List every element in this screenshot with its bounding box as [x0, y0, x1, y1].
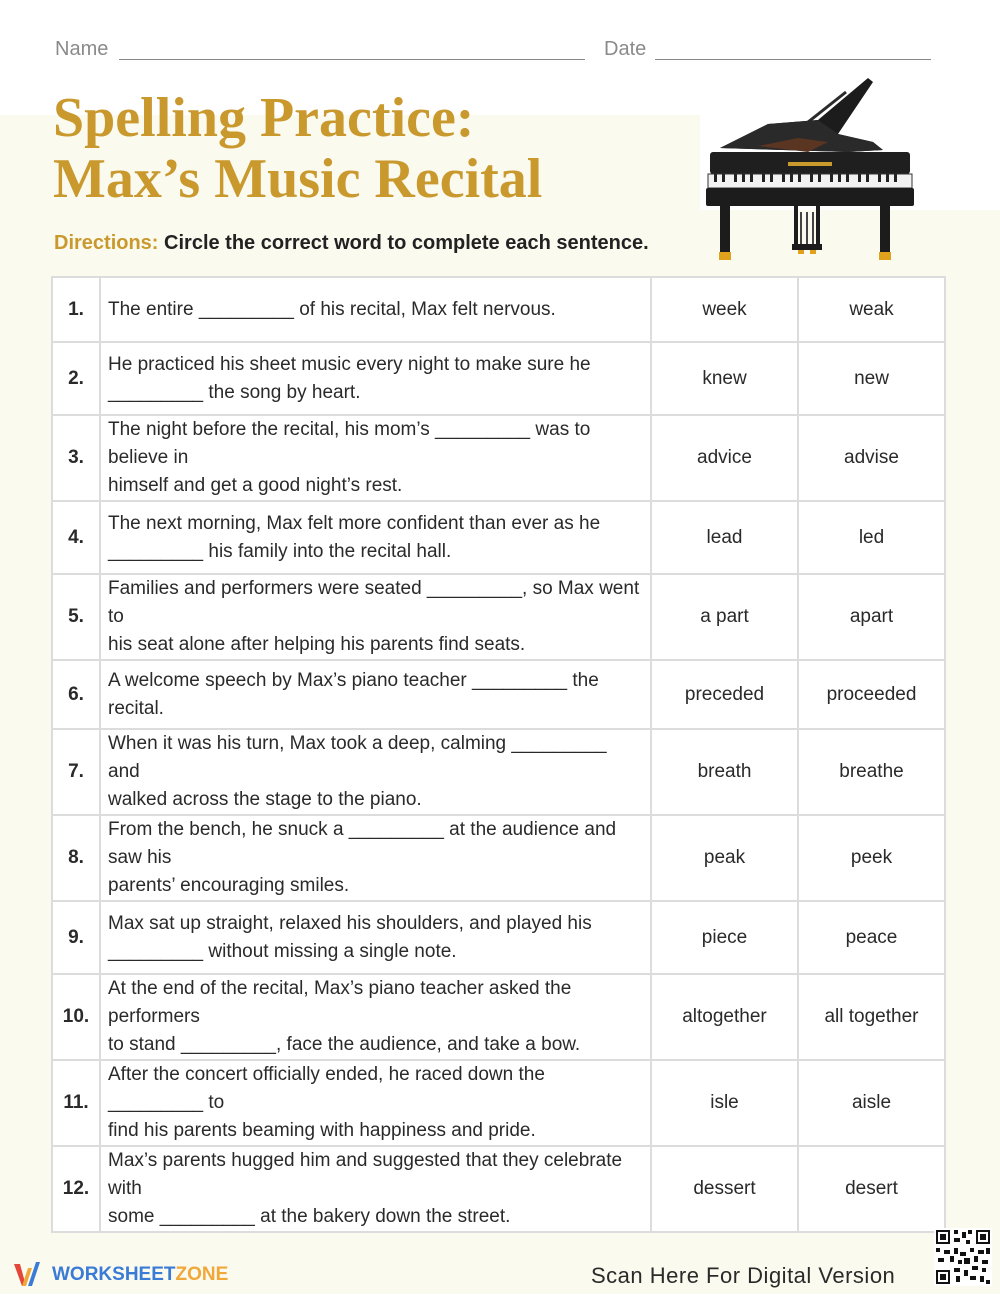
question-number: 4. [52, 501, 100, 574]
sentence-line-1: After the concert officially ended, he raced down the _________ to [108, 1064, 545, 1113]
table-row [52, 1146, 945, 1232]
sentence-line-2: to stand _________, face the audience, and take a bow. [108, 1034, 581, 1055]
word-choice-2[interactable]: new [798, 342, 945, 415]
table-row [52, 415, 945, 501]
sentence-line-1: From the bench, he snuck a _________ at the audience and saw his [108, 819, 617, 868]
table-row [52, 729, 945, 815]
table-row [52, 660, 945, 729]
worksheet-zone-logo-icon [12, 1258, 46, 1290]
sentence-line-2: walked across the stage to the piano. [108, 789, 422, 810]
word-choice-2[interactable]: all together [798, 974, 945, 1060]
name-label: Name [55, 38, 109, 60]
word-choice-2[interactable]: weak [798, 277, 945, 342]
sentence-line-1: Max’s parents hugged him and suggested that they celebrate with [108, 1150, 623, 1199]
word-choice-1[interactable]: knew [651, 342, 798, 415]
qr-code-icon[interactable] [934, 1228, 992, 1286]
question-sentence [100, 815, 651, 901]
word-choice-1[interactable]: breath [651, 729, 798, 815]
table-row [52, 974, 945, 1060]
directions-text: Circle the correct word to complete each sentence. [164, 232, 649, 254]
word-choice-1[interactable]: peak [651, 815, 798, 901]
sentence-line-1: At the end of the recital, Max’s piano teacher asked the performers [108, 978, 572, 1027]
sentence-line-2: parents’ encouraging smiles. [108, 875, 350, 896]
question-sentence [100, 660, 651, 729]
sentence-line-1: A welcome speech by Max’s piano teacher _________ the recital. [108, 669, 599, 719]
question-number: 12. [52, 1146, 100, 1232]
word-choice-1[interactable]: a part [651, 574, 798, 660]
question-sentence [100, 415, 651, 501]
sentence-line-2: _________ without missing a single note. [108, 940, 457, 962]
question-number: 2. [52, 342, 100, 415]
date-field[interactable] [655, 59, 931, 60]
sentence-line-1: Max sat up straight, relaxed his shoulders, and played his [108, 912, 592, 934]
word-choice-1[interactable]: altogether [651, 974, 798, 1060]
sentence-line-2: _________ his family into the recital hall. [108, 540, 452, 562]
word-choice-1[interactable]: advice [651, 415, 798, 501]
sentence-line-1: The next morning, Max felt more confident than ever as he [108, 512, 601, 534]
scan-text: Scan Here For Digital Version [591, 1263, 896, 1288]
question-sentence [100, 729, 651, 815]
table-row [52, 574, 945, 660]
question-sentence [100, 342, 651, 415]
word-choice-1[interactable]: isle [651, 1060, 798, 1146]
page-title [53, 88, 693, 210]
question-number: 8. [52, 815, 100, 901]
word-choice-2[interactable]: desert [798, 1146, 945, 1232]
sentence-line-1: The entire _________ of his recital, Max felt nervous. [108, 298, 556, 320]
table-row [52, 501, 945, 574]
word-choice-2[interactable]: peace [798, 901, 945, 974]
question-number: 6. [52, 660, 100, 729]
word-choice-1[interactable]: week [651, 277, 798, 342]
table-row [52, 901, 945, 974]
question-number: 7. [52, 729, 100, 815]
word-choice-2[interactable]: breathe [798, 729, 945, 815]
sentence-line-1: He practiced his sheet music every night to make sure he [108, 353, 591, 375]
question-sentence [100, 1146, 651, 1232]
question-sentence [100, 574, 651, 660]
sentence-line-2: _________ the song by heart. [108, 381, 361, 403]
word-choice-2[interactable]: apart [798, 574, 945, 660]
sentence-line-2: some _________ at the bakery down the street. [108, 1206, 511, 1227]
word-choice-1[interactable]: lead [651, 501, 798, 574]
question-sentence [100, 277, 651, 342]
sentence-line-1: When it was his turn, Max took a deep, calming _________ and [108, 733, 607, 782]
directions-label: Directions: [54, 232, 159, 254]
word-choice-2[interactable]: proceeded [798, 660, 945, 729]
name-date-header [55, 38, 935, 64]
directions [54, 232, 649, 255]
brand-part-2: ZONE [175, 1264, 229, 1285]
name-field[interactable] [119, 59, 585, 60]
word-choice-2[interactable]: peek [798, 815, 945, 901]
sentence-line-2: himself and get a good night’s rest. [108, 475, 403, 496]
word-choice-1[interactable]: dessert [651, 1146, 798, 1232]
question-number: 10. [52, 974, 100, 1060]
table-row [52, 277, 945, 342]
question-number: 3. [52, 415, 100, 501]
title-line-1: Spelling Practice: [53, 87, 475, 149]
table-row [52, 815, 945, 901]
word-choice-1[interactable]: piece [651, 901, 798, 974]
brand-part-1: WORKSHEET [52, 1264, 176, 1285]
question-sentence [100, 974, 651, 1060]
table-row [52, 342, 945, 415]
date-label: Date [604, 38, 647, 60]
sentence-line-1: Families and performers were seated _________, so Max went to [108, 578, 640, 627]
question-sentence [100, 501, 651, 574]
word-choice-2[interactable]: led [798, 501, 945, 574]
brand-name [52, 1264, 228, 1286]
word-choice-2[interactable]: advise [798, 415, 945, 501]
grand-piano-icon [698, 72, 918, 268]
question-table [51, 276, 946, 1233]
question-sentence [100, 901, 651, 974]
word-choice-2[interactable]: aisle [798, 1060, 945, 1146]
sentence-line-1: The night before the recital, his mom’s _________ was to believe in [108, 419, 591, 468]
sentence-line-2: find his parents beaming with happiness and pride. [108, 1120, 536, 1141]
word-choice-1[interactable]: preceded [651, 660, 798, 729]
sentence-line-2: his seat alone after helping his parents find seats. [108, 634, 526, 655]
question-number: 9. [52, 901, 100, 974]
table-row [52, 1060, 945, 1146]
question-number: 5. [52, 574, 100, 660]
title-line-2: Max’s Music Recital [53, 148, 543, 210]
worksheet-zone-logo [12, 1258, 229, 1294]
question-number: 11. [52, 1060, 100, 1146]
question-sentence [100, 1060, 651, 1146]
question-number: 1. [52, 277, 100, 342]
